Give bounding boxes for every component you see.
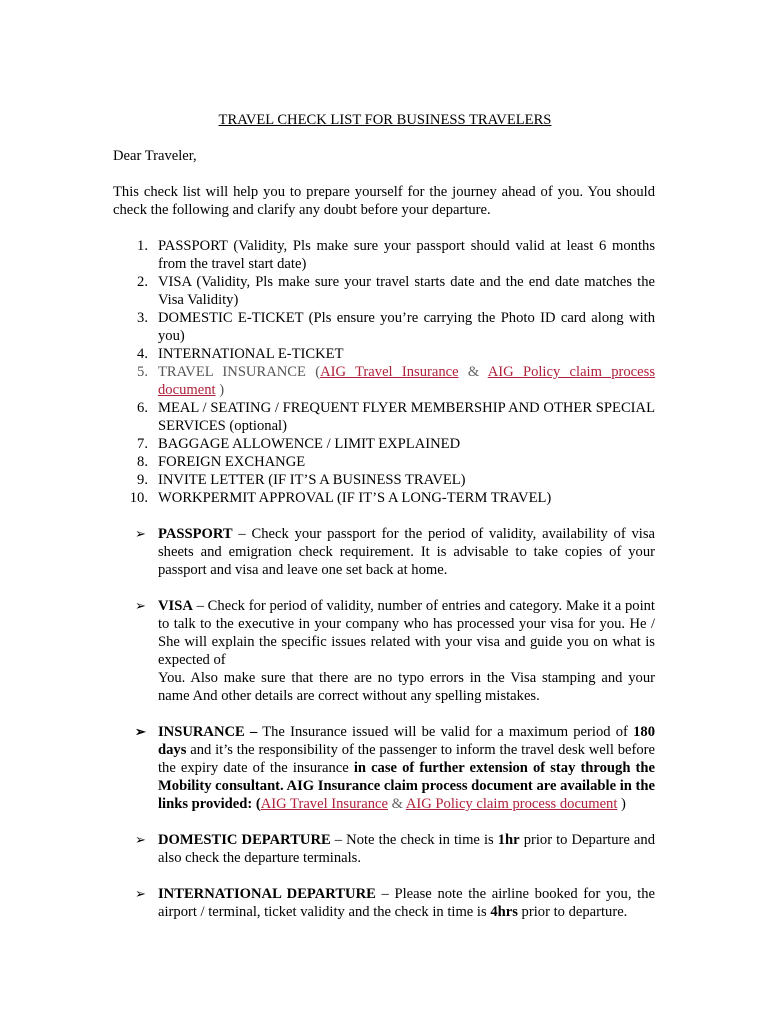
list-item: 10. WORKPERMIT APPROVAL (IF IT’S A LONG-TERM TRAVEL) <box>129 490 552 506</box>
list-item: 4. INTERNATIONAL E-TICKET <box>137 346 344 362</box>
list-item: 9. INVITE LETTER (IF IT’S A BUSINESS TRAVEL) <box>137 472 466 488</box>
section-heading: INTERNATIONAL DEPARTURE <box>158 886 376 902</box>
insurance-section: ➢ INSURANCE – The Insurance issued will be valid for a maximum period of 180 days and it’s the responsibility of the passenger to inform the travel desk well before the expiry date of the insurance in case of further extension of stay through the Mobility consultant. AIG Insurance claim process document are available in the links provided: (AIG Travel Insurance & AIG Policy claim process document ) <box>135 724 656 812</box>
checklist <box>113 237 655 507</box>
section-heading: VISA <box>158 598 193 614</box>
arrow-bullet-icon: ➢ <box>135 598 146 613</box>
aig-travel-insurance-link[interactable]: AIG Travel Insurance <box>260 796 388 812</box>
passport-section: ➢ PASSPORT – Check your passport for the period of validity, availability of visa sheets and emigration check requirement. It is advisable to take copies of your passport and visa and leave one set back at home. <box>135 526 655 578</box>
international-departure-section: ➢ INTERNATIONAL DEPARTURE – Please note the airline booked for you, the airport / terminal, ticket validity and the check in time is 4hrs prior to departure. <box>135 886 655 920</box>
list-item: 1. PASSPORT (Validity, Pls make sure your passport should valid at least 6 months from the travel start date) <box>137 238 655 272</box>
list-item: 7. BAGGAGE ALLOWENCE / LIMIT EXPLAINED <box>137 436 461 452</box>
arrow-bullet-icon: ➢ <box>135 724 146 739</box>
arrow-bullet-icon: ➢ <box>135 832 146 847</box>
list-item: 6. MEAL / SEATING / FREQUENT FLYER MEMBERSHIP AND OTHER SPECIAL SERVICES (optional) <box>137 400 655 434</box>
list-item: 2. VISA (Validity, Pls make sure your travel starts date and the end date matches the Visa Validity) <box>137 274 655 308</box>
document-title: TRAVEL CHECK LIST FOR BUSINESS TRAVELERS <box>218 112 552 128</box>
greeting: Dear Traveler, <box>113 148 197 164</box>
aig-policy-claim-link[interactable]: AIG Policy claim process document <box>158 364 655 398</box>
domestic-departure-section: ➢ DOMESTIC DEPARTURE – Note the check in time is 1hr prior to Departure and also check the departure terminals. <box>135 832 655 866</box>
list-item-travel-insurance: 5. TRAVEL INSURANCE (AIG Travel Insurance & AIG Policy claim process document ) <box>137 364 655 398</box>
visa-section: ➢ VISA – Check for period of validity, number of entries and category. Make it a point to talk to the executive in your company who has processed your visa for you. He / She will explain the specific issues related with your visa and guide you on what is expected of You. Also make sure that there are no typo errors in the Visa stamping and your name And other details are correct without any spelling mistakes. <box>135 598 655 704</box>
section-heading: INSURANCE – <box>158 724 258 740</box>
section-heading: PASSPORT <box>158 526 233 542</box>
intro-paragraph: This check list will help you to prepare yourself for the journey ahead of you. You should check the following and clarify any doubt before your departure. <box>113 184 655 218</box>
section-heading: DOMESTIC DEPARTURE <box>158 832 331 848</box>
aig-travel-insurance-link[interactable]: AIG Travel Insurance <box>320 364 459 380</box>
list-item: 8. FOREIGN EXCHANGE <box>137 454 306 470</box>
list-item: 3. DOMESTIC E-TICKET (Pls ensure you’re carrying the Photo ID card along with you) <box>137 310 655 344</box>
aig-policy-claim-link[interactable]: AIG Policy claim process document <box>405 796 618 812</box>
arrow-bullet-icon: ➢ <box>135 886 146 901</box>
arrow-bullet-icon: ➢ <box>135 526 146 541</box>
